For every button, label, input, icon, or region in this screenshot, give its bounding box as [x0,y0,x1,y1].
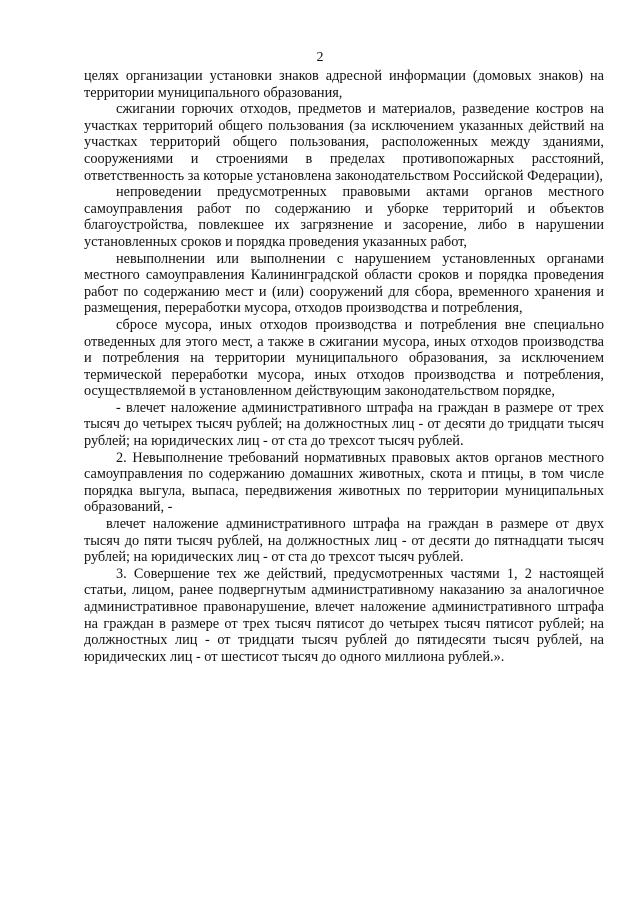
page-number: 2 [316,50,324,65]
paragraph-part-2-animals: 2. Невыполнение требований нормативных правовых актов органов местного самоуправления по содержанию домашних животных, скота и птицы, в том числе порядка выгула, выпаса, передвижения животных по территории муниципальных образований, - [84,449,604,516]
paragraph-waste-facilities: невыполнении или выполнении с нарушением установленных органами местного самоуправления Калининградской области сроков и порядка проведения работ по содержанию мест и (или) сооружений для сбора, временного хранения и размещения, переработки мусора, отходов производства и потребления, [84,250,604,317]
paragraph-address-signs: целях организации установки знаков адресной информации (домовых знаков) на территории муниципального образования, [84,68,604,101]
paragraph-dumping-waste: сбросе мусора, иных отходов производства и потребления вне специально отведенных для этого мест, а также в сжигании мусора, иных отходов производства и потребления на территории муниципального образования, за исключением термической переработки мусора, иных отходов производства и потребления, осуществляемой в установленном действующим законодательством порядке, [84,316,604,400]
document-body [84,68,604,665]
paragraph-penalty-1: - влечет наложение административного штрафа на граждан в размере от трех тысяч до четырех тысяч рублей; на должностных лиц - от десяти до тридцати тысяч рублей; на юридических лиц - от ста до трехсот тысяч рублей. [84,399,604,450]
paragraph-penalty-2: влечет наложение административного штрафа на граждан в размере от двух тысяч до пяти тысяч рублей, на должностных лиц - от десяти до пятнадцати тысяч рублей; на юридических лиц - от ста до трехсот тысяч рублей. [84,516,604,566]
paragraph-part-3-repeat: 3. Совершение тех же действий, предусмотренных частями 1, 2 настоящей статьи, лицом, ранее подвергнутым административному наказанию за аналогичное административное правонарушение, влечет наложение административного штрафа на граждан в размере от трех тысяч пятисот до четырех тысяч пятисот рублей; на должностных лиц - от тридцати тысяч рублей до пятидесяти тысяч рублей, на юридических лиц - от шестисот тысяч до одного миллиона рублей.». [84,565,604,665]
paragraph-cleaning-works: непроведении предусмотренных правовыми актами органов местного самоуправления работ по содержанию и уборке территорий и объектов благоустройства, повлекшее их загрязнение и засорение, либо в нарушении установленных сроков и порядка проведения указанных работ, [84,184,604,250]
paragraph-burning-waste: сжигании горючих отходов, предметов и материалов, разведение костров на участках территорий общего пользования (за исключением указанных действий на участках территорий общего пользования, расположенных между зданиями, сооружениями и строениями в пределах противопожарных расстояний, ответственность за которые установлена законодательством Российской Федерации), [84,101,604,184]
